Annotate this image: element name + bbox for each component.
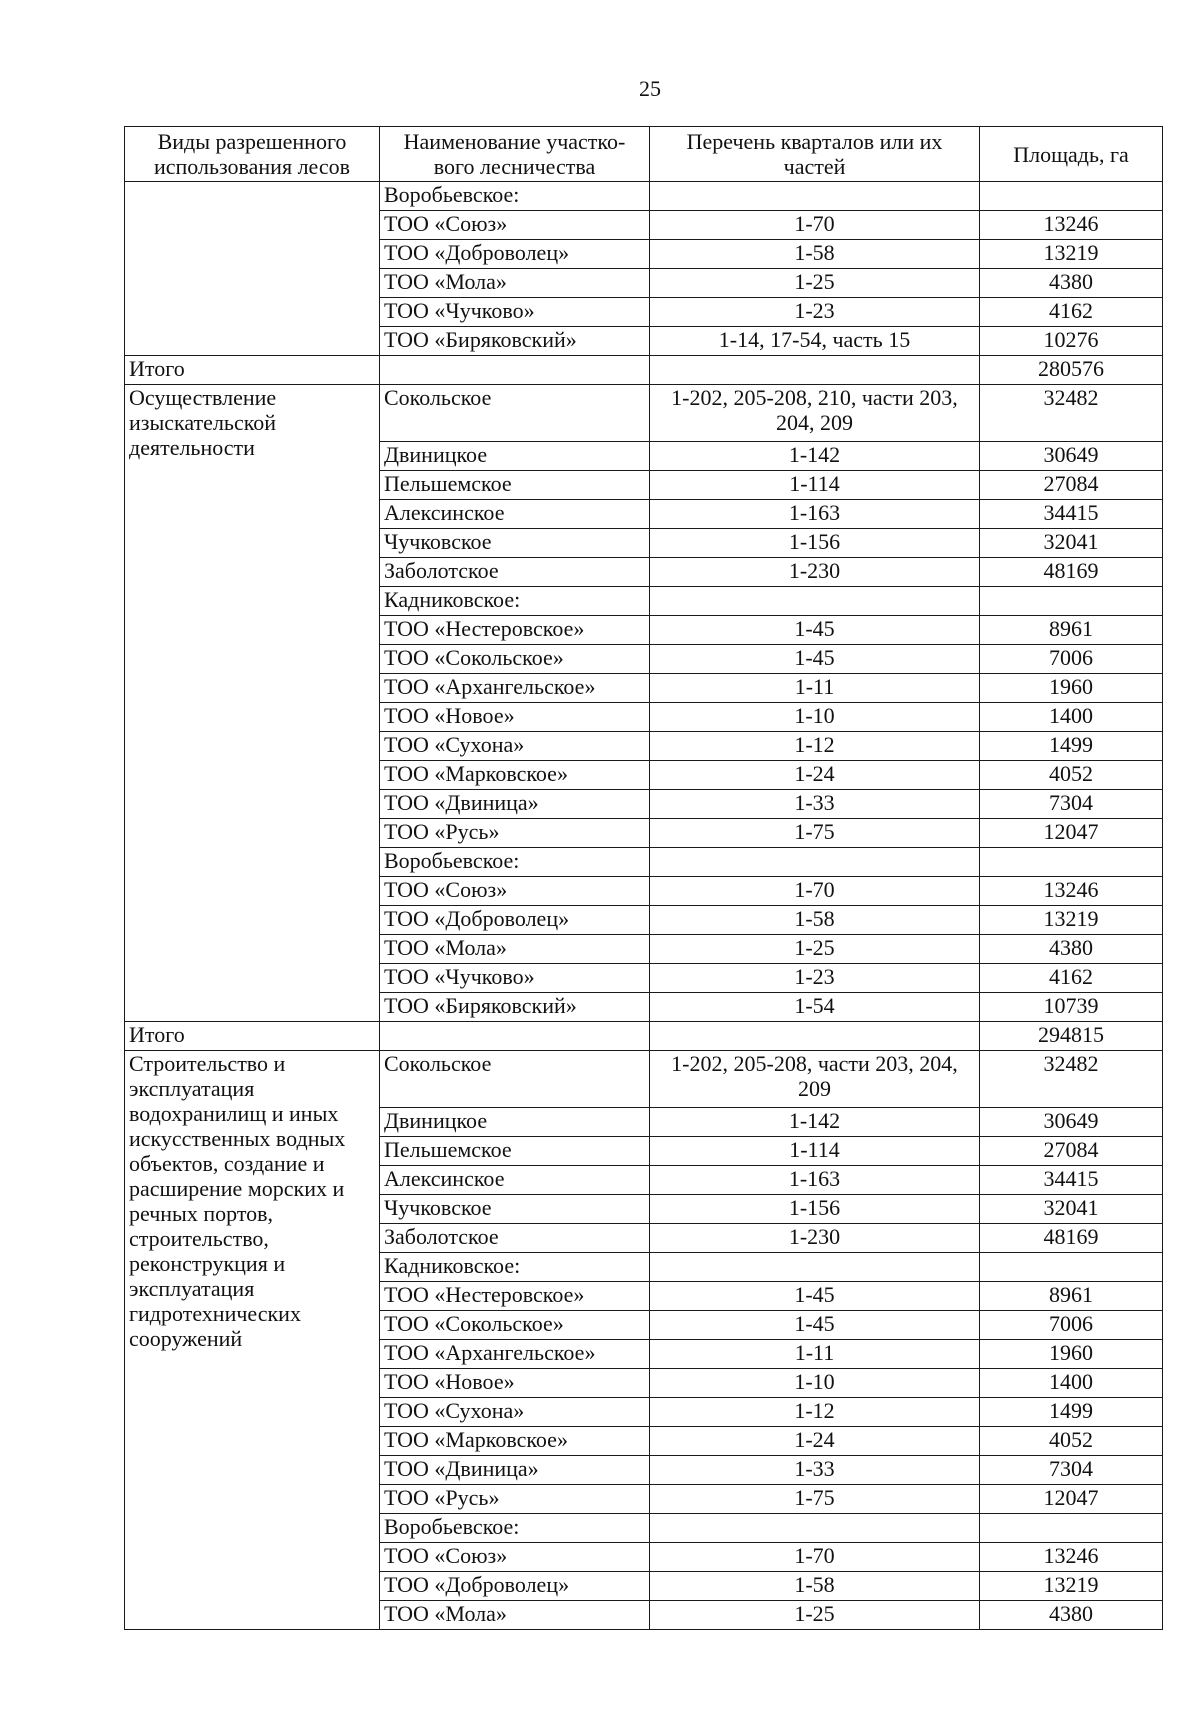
table-row: [125, 385, 1163, 442]
quarters-cell: 1-70: [650, 877, 980, 906]
forestry-name-cell: ТОО «Русь»: [380, 1485, 650, 1514]
area-cell: [980, 848, 1163, 877]
area-cell: 48169: [980, 558, 1163, 587]
area-cell: 4380: [980, 1601, 1163, 1630]
forestry-name-cell: ТОО «Русь»: [380, 819, 650, 848]
forestry-name-cell: ТОО «Нестеровское»: [380, 616, 650, 645]
forestry-name-cell: ТОО «Союз»: [380, 211, 650, 240]
area-cell: 7006: [980, 1311, 1163, 1340]
forestry-name-cell: ТОО «Доброволец»: [380, 1572, 650, 1601]
area-cell: 34415: [980, 1166, 1163, 1195]
forestry-name-cell: Пельшемское: [380, 471, 650, 500]
forestry-name-cell: ТОО «Новое»: [380, 703, 650, 732]
forestry-name-cell: ТОО «Марковское»: [380, 761, 650, 790]
quarters-cell: 1-142: [650, 1108, 980, 1137]
quarters-cell: 1-24: [650, 761, 980, 790]
total-label: Итого: [125, 1022, 380, 1051]
quarters-cell: 1-70: [650, 1543, 980, 1572]
area-cell: 12047: [980, 1485, 1163, 1514]
quarters-cell: 1-156: [650, 1195, 980, 1224]
total-row: [125, 1022, 1163, 1051]
forestry-name-cell: Пельшемское: [380, 1137, 650, 1166]
quarters-cell: [650, 1514, 980, 1543]
forestry-name-cell: ТОО «Сухона»: [380, 1398, 650, 1427]
area-cell: 12047: [980, 819, 1163, 848]
forestry-name-cell: Заболотское: [380, 1224, 650, 1253]
forest-use-table: [124, 126, 1163, 1630]
header-forestry: Наименование участко-вого лесничества: [380, 127, 650, 182]
forestry-name-cell: Алексинское: [380, 500, 650, 529]
quarters-cell: 1-230: [650, 1224, 980, 1253]
quarters-cell: 1-114: [650, 1137, 980, 1166]
area-cell: 10276: [980, 327, 1163, 356]
quarters-cell: 1-58: [650, 1572, 980, 1601]
area-cell: 27084: [980, 1137, 1163, 1166]
area-cell: 1499: [980, 1398, 1163, 1427]
area-cell: 13219: [980, 1572, 1163, 1601]
quarters-cell: 1-12: [650, 732, 980, 761]
quarters-cell: 1-163: [650, 1166, 980, 1195]
area-cell: 1400: [980, 1369, 1163, 1398]
forestry-name-cell: ТОО «Мола»: [380, 935, 650, 964]
table-row: [125, 1051, 1163, 1108]
forestry-name-cell: Воробьевское:: [380, 848, 650, 877]
forestry-name-cell: ТОО «Чучково»: [380, 964, 650, 993]
area-cell: 1960: [980, 1340, 1163, 1369]
forestry-name-cell: Кадниковское:: [380, 587, 650, 616]
quarters-cell: 1-14, 17-54, часть 15: [650, 327, 980, 356]
table-header-row: [125, 127, 1163, 182]
area-cell: 30649: [980, 1108, 1163, 1137]
quarters-cell: 1-202, 205-208, части 203, 204, 209: [650, 1051, 980, 1108]
area-cell: 1499: [980, 732, 1163, 761]
area-cell: 13219: [980, 906, 1163, 935]
forestry-name-cell: ТОО «Архангельское»: [380, 674, 650, 703]
area-cell: 32041: [980, 529, 1163, 558]
quarters-cell: 1-58: [650, 906, 980, 935]
total-label: Итого: [125, 356, 380, 385]
area-cell: 13246: [980, 211, 1163, 240]
forestry-name-cell: ТОО «Сухона»: [380, 732, 650, 761]
forestry-name-cell: Заболотское: [380, 558, 650, 587]
quarters-cell: 1-142: [650, 442, 980, 471]
area-cell: 32482: [980, 1051, 1163, 1108]
area-cell: 34415: [980, 500, 1163, 529]
forestry-name-cell: ТОО «Биряковский»: [380, 327, 650, 356]
forestry-name-cell: ТОО «Биряковский»: [380, 993, 650, 1022]
area-cell: [980, 587, 1163, 616]
area-cell: 7006: [980, 645, 1163, 674]
area-cell: 32041: [980, 1195, 1163, 1224]
area-cell: 1400: [980, 703, 1163, 732]
quarters-cell: 1-25: [650, 269, 980, 298]
forestry-name-cell: Сокольское: [380, 1051, 650, 1108]
area-cell: 13219: [980, 240, 1163, 269]
forestry-name-cell: Чучковское: [380, 1195, 650, 1224]
forestry-name-cell: ТОО «Чучково»: [380, 298, 650, 327]
quarters-cell: 1-25: [650, 1601, 980, 1630]
area-cell: 1960: [980, 674, 1163, 703]
area-cell: 4162: [980, 298, 1163, 327]
area-cell: 8961: [980, 616, 1163, 645]
quarters-cell: 1-12: [650, 1398, 980, 1427]
header-area: Площадь, га: [980, 127, 1163, 182]
forestry-name-cell: ТОО «Марковское»: [380, 1427, 650, 1456]
forestry-name-cell: Двиницкое: [380, 1108, 650, 1137]
quarters-cell: [650, 587, 980, 616]
area-cell: 4380: [980, 269, 1163, 298]
area-cell: 7304: [980, 790, 1163, 819]
quarters-cell: 1-24: [650, 1427, 980, 1456]
quarters-cell: 1-45: [650, 1311, 980, 1340]
quarters-cell: 1-45: [650, 645, 980, 674]
forestry-name-cell: ТОО «Двиница»: [380, 1456, 650, 1485]
total-row: [125, 356, 1163, 385]
forestry-name-cell: Воробьевское:: [380, 182, 650, 211]
area-cell: [980, 1253, 1163, 1282]
empty-cell: [650, 356, 980, 385]
forestry-name-cell: Чучковское: [380, 529, 650, 558]
area-cell: 13246: [980, 1543, 1163, 1572]
forestry-name-cell: ТОО «Доброволец»: [380, 240, 650, 269]
quarters-cell: 1-11: [650, 674, 980, 703]
usage-cell: Осуществление изыскательской деятельности: [125, 385, 380, 1022]
forestry-name-cell: ТОО «Двиница»: [380, 790, 650, 819]
forestry-name-cell: Воробьевское:: [380, 1514, 650, 1543]
area-cell: 7304: [980, 1456, 1163, 1485]
quarters-cell: [650, 848, 980, 877]
quarters-cell: 1-33: [650, 790, 980, 819]
quarters-cell: 1-156: [650, 529, 980, 558]
area-cell: 30649: [980, 442, 1163, 471]
quarters-cell: 1-33: [650, 1456, 980, 1485]
quarters-cell: 1-114: [650, 471, 980, 500]
usage-cell: Строительство и эксплуатация водохранилищ и иных искусственных водных объектов, создание и расширение морских и речных портов, строительство, реконструкция и эксплуатация гидротехнических сооружений: [125, 1051, 380, 1630]
forestry-name-cell: ТОО «Союз»: [380, 1543, 650, 1572]
quarters-cell: 1-75: [650, 1485, 980, 1514]
area-cell: 4052: [980, 761, 1163, 790]
quarters-cell: [650, 1253, 980, 1282]
forestry-name-cell: Алексинское: [380, 1166, 650, 1195]
forestry-name-cell: ТОО «Архангельское»: [380, 1340, 650, 1369]
quarters-cell: 1-25: [650, 935, 980, 964]
header-usage: Виды разрешенного использования лесов: [125, 127, 380, 182]
quarters-cell: 1-11: [650, 1340, 980, 1369]
table-row: [125, 182, 1163, 211]
forestry-name-cell: ТОО «Нестеровское»: [380, 1282, 650, 1311]
area-cell: 4162: [980, 964, 1163, 993]
area-cell: 8961: [980, 1282, 1163, 1311]
quarters-cell: 1-10: [650, 1369, 980, 1398]
area-cell: 32482: [980, 385, 1163, 442]
quarters-cell: 1-45: [650, 1282, 980, 1311]
quarters-cell: [650, 182, 980, 211]
forestry-name-cell: Кадниковское:: [380, 1253, 650, 1282]
forestry-name-cell: ТОО «Доброволец»: [380, 906, 650, 935]
quarters-cell: 1-23: [650, 964, 980, 993]
quarters-cell: 1-230: [650, 558, 980, 587]
area-cell: 27084: [980, 471, 1163, 500]
area-cell: 4052: [980, 1427, 1163, 1456]
quarters-cell: 1-163: [650, 500, 980, 529]
quarters-cell: 1-10: [650, 703, 980, 732]
forestry-name-cell: ТОО «Мола»: [380, 1601, 650, 1630]
area-cell: 4380: [980, 935, 1163, 964]
empty-cell: [380, 356, 650, 385]
total-area: 294815: [980, 1022, 1163, 1051]
quarters-cell: 1-75: [650, 819, 980, 848]
forestry-name-cell: ТОО «Сокольское»: [380, 645, 650, 674]
forestry-name-cell: ТОО «Союз»: [380, 877, 650, 906]
area-cell: [980, 1514, 1163, 1543]
area-cell: 13246: [980, 877, 1163, 906]
forestry-name-cell: ТОО «Мола»: [380, 269, 650, 298]
area-cell: [980, 182, 1163, 211]
empty-cell: [380, 1022, 650, 1051]
usage-cell: [125, 182, 380, 356]
quarters-cell: 1-202, 205-208, 210, части 203, 204, 209: [650, 385, 980, 442]
quarters-cell: 1-45: [650, 616, 980, 645]
table-body: [125, 182, 1163, 1630]
forestry-name-cell: ТОО «Новое»: [380, 1369, 650, 1398]
quarters-cell: 1-23: [650, 298, 980, 327]
forestry-name-cell: Двиницкое: [380, 442, 650, 471]
forestry-name-cell: Сокольское: [380, 385, 650, 442]
area-cell: 10739: [980, 993, 1163, 1022]
area-cell: 48169: [980, 1224, 1163, 1253]
quarters-cell: 1-70: [650, 211, 980, 240]
quarters-cell: 1-54: [650, 993, 980, 1022]
quarters-cell: 1-58: [650, 240, 980, 269]
forestry-name-cell: ТОО «Сокольское»: [380, 1311, 650, 1340]
total-area: 280576: [980, 356, 1163, 385]
header-quarters: Перечень кварталов или их частей: [650, 127, 980, 182]
page-number: 25: [639, 76, 661, 101]
empty-cell: [650, 1022, 980, 1051]
